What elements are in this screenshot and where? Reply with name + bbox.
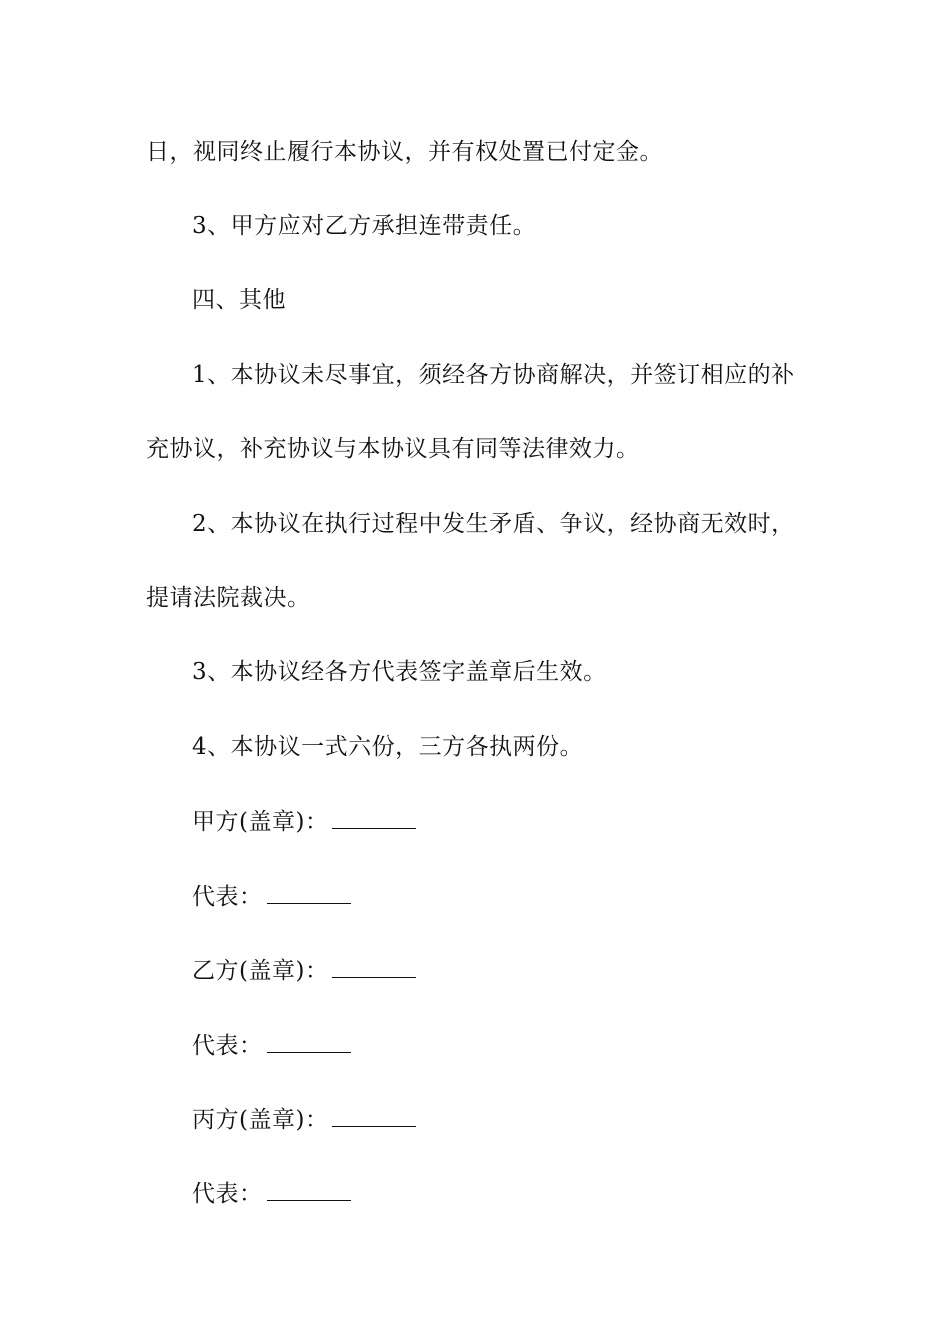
clause-1-line-2: 充协议，补充协议与本协议具有同等法律效力。 <box>146 436 640 462</box>
signature-blank[interactable] <box>267 1178 351 1201</box>
paragraph-line: 日，视同终止履行本协议，并有权处置已付定金。 <box>146 139 663 165</box>
clause-2-line-1: 2、本协议在执行过程中发生矛盾、争议，经协商无效时， <box>192 511 795 537</box>
signature-blank[interactable] <box>267 881 351 904</box>
signature-label: 代表： <box>192 1181 263 1207</box>
signature-blank[interactable] <box>332 1104 416 1127</box>
clause-2-line-2: 提请法院裁决。 <box>146 585 311 611</box>
signature-party-a <box>192 806 862 837</box>
signature-label: 甲方(盖章)： <box>192 809 329 835</box>
signature-label: 丙方(盖章)： <box>192 1107 329 1133</box>
signature-label: 乙方(盖章)： <box>192 958 329 984</box>
signature-party-c <box>192 1104 862 1135</box>
section-heading-other: 四、其他 <box>192 287 286 313</box>
signature-blank[interactable] <box>332 955 416 978</box>
clause-4-copies: 4、本协议一式六份，三方各执两份。 <box>192 734 584 760</box>
signature-party-a-representative <box>192 881 862 912</box>
signature-party-b <box>192 955 862 986</box>
signature-label: 代表： <box>192 1033 263 1059</box>
clause-3-joint-liability: 3、甲方应对乙方承担连带责任。 <box>192 213 537 239</box>
signature-party-c-representative <box>192 1178 862 1209</box>
signature-blank[interactable] <box>267 1030 351 1053</box>
signature-label: 代表： <box>192 884 263 910</box>
clause-3-effective: 3、本协议经各方代表签字盖章后生效。 <box>192 659 607 685</box>
signature-party-b-representative <box>192 1030 862 1061</box>
signature-blank[interactable] <box>332 806 416 829</box>
clause-1-line-1: 1、本协议未尽事宜，须经各方协商解决，并签订相应的补 <box>192 362 795 388</box>
